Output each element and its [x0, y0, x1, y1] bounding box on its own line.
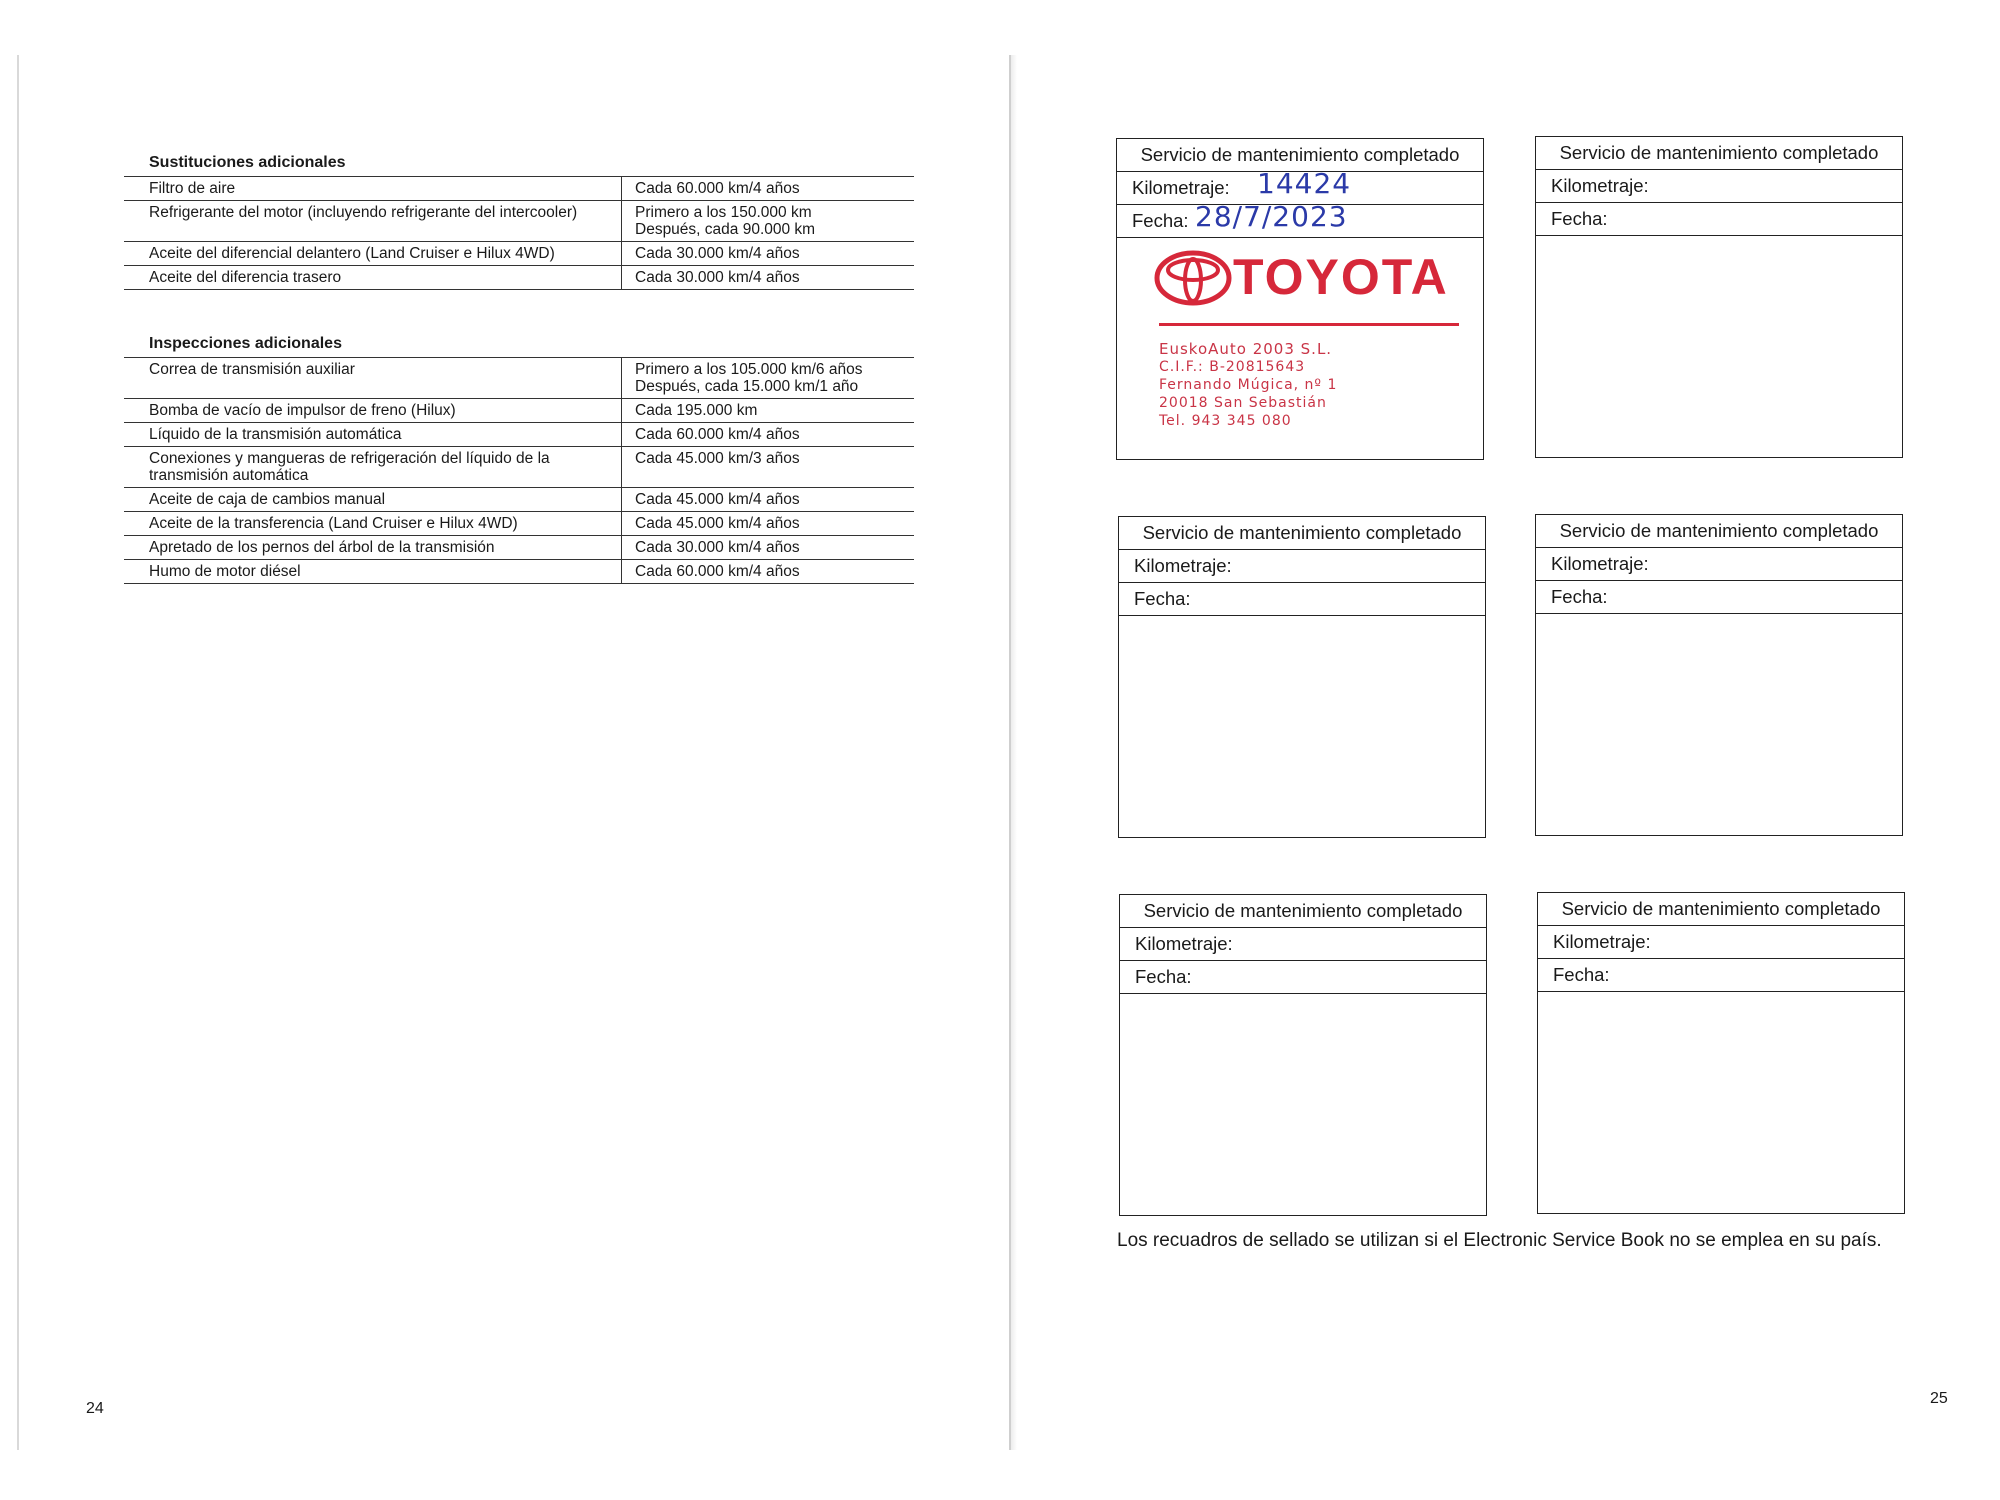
service-box-header: Servicio de mantenimiento completado [1536, 515, 1902, 548]
service-box-1 [1116, 138, 1484, 460]
stamp-line-cif: C.I.F.: B-20815643 [1159, 359, 1306, 375]
sustituciones-table [124, 176, 914, 290]
km-label: Kilometraje: [1134, 555, 1232, 576]
item-cell: Humo de motor diésel [124, 560, 622, 584]
table-row [124, 488, 914, 512]
spine-shadow [1011, 55, 1017, 1450]
page-number-left: 24 [86, 1400, 104, 1417]
item-cell: Apretado de los pernos del árbol de la transmisión [124, 536, 622, 560]
stamp-line-phone: Tel. 943 345 080 [1159, 413, 1292, 429]
page-number-right: 25 [1930, 1390, 1948, 1407]
table-row [124, 177, 914, 201]
interval-cell: Cada 60.000 km/4 años [622, 560, 915, 584]
stamp-usage-note: Los recuadros de sellado se utilizan si el Electronic Service Book no se emplea en su país. [1117, 1230, 1882, 1251]
service-box-3 [1118, 516, 1486, 838]
service-box-6 [1537, 892, 1905, 1214]
left-page-edge [17, 55, 19, 1450]
table-row [124, 560, 914, 584]
service-box-header: Servicio de mantenimiento completado [1120, 895, 1486, 928]
item-cell: Aceite del diferencial delantero (Land Cruiser e Hilux 4WD) [124, 242, 622, 266]
item-cell: Conexiones y mangueras de refrigeración del líquido de la transmisión automática [124, 447, 622, 488]
interval-cell: Primero a los 105.000 km/6 años Después, cada 15.000 km/1 año [622, 358, 915, 399]
item-cell: Refrigerante del motor (incluyendo refrigerante del intercooler) [124, 201, 622, 242]
km-label: Kilometraje: [1132, 177, 1230, 198]
table-row [124, 266, 914, 290]
service-box-2 [1535, 136, 1903, 458]
date-handwritten-value: 28/7/2023 [1195, 200, 1348, 233]
date-label: Fecha: [1551, 208, 1608, 229]
section-title-inspecciones: Inspecciones adicionales [149, 335, 342, 352]
interval-cell: Cada 195.000 km [622, 399, 915, 423]
date-label: Fecha: [1132, 210, 1189, 231]
km-label: Kilometraje: [1551, 553, 1649, 574]
item-cell: Aceite del diferencia trasero [124, 266, 622, 290]
date-row [1119, 583, 1485, 616]
date-label: Fecha: [1551, 586, 1608, 607]
stamp-brand: TOYOTA [1233, 249, 1449, 305]
date-row [1536, 581, 1902, 614]
section-title-sustituciones: Sustituciones adicionales [149, 154, 346, 171]
stamp-line-city: 20018 San Sebastián [1159, 395, 1327, 411]
inspecciones-table [124, 357, 914, 584]
date-label: Fecha: [1553, 964, 1610, 985]
interval-cell: Cada 60.000 km/4 años [622, 177, 915, 201]
service-box-header: Servicio de mantenimiento completado [1538, 893, 1904, 926]
km-row [1536, 548, 1902, 581]
service-box-header: Servicio de mantenimiento completado [1536, 137, 1902, 170]
table-row [124, 447, 914, 488]
date-row [1536, 203, 1902, 236]
table-row [124, 399, 914, 423]
table-row [124, 512, 914, 536]
item-cell: Bomba de vacío de impulsor de freno (Hilux) [124, 399, 622, 423]
item-cell: Filtro de aire [124, 177, 622, 201]
stamp-divider [1159, 323, 1459, 326]
interval-cell: Cada 60.000 km/4 años [622, 423, 915, 447]
item-cell: Líquido de la transmisión automática [124, 423, 622, 447]
table-row [124, 201, 914, 242]
km-label: Kilometraje: [1551, 175, 1649, 196]
item-cell: Aceite de la transferencia (Land Cruiser e Hilux 4WD) [124, 512, 622, 536]
service-box-header: Servicio de mantenimiento completado [1119, 517, 1485, 550]
item-cell: Correa de transmisión auxiliar [124, 358, 622, 399]
interval-cell: Cada 45.000 km/4 años [622, 512, 915, 536]
km-row [1119, 550, 1485, 583]
km-row [1120, 928, 1486, 961]
table-row [124, 242, 914, 266]
km-row [1536, 170, 1902, 203]
dealer-stamp [1153, 248, 1463, 448]
stamp-line-street: Fernando Múgica, nº 1 [1159, 377, 1338, 393]
table-row [124, 536, 914, 560]
km-row [1538, 926, 1904, 959]
table-row [124, 358, 914, 399]
interval-cell: Cada 45.000 km/3 años [622, 447, 915, 488]
interval-cell: Cada 30.000 km/4 años [622, 536, 915, 560]
item-cell: Aceite de caja de cambios manual [124, 488, 622, 512]
interval-cell: Primero a los 150.000 km Después, cada 90.000 km [622, 201, 915, 242]
km-handwritten-value: 14424 [1257, 167, 1352, 200]
stamp-line-company: EuskoAuto 2003 S.L. [1159, 340, 1333, 358]
toyota-logo-icon [1153, 248, 1233, 308]
date-label: Fecha: [1135, 966, 1192, 987]
interval-cell: Cada 45.000 km/4 años [622, 488, 915, 512]
date-row [1117, 200, 1483, 238]
table-row [124, 423, 914, 447]
date-row [1120, 961, 1486, 994]
service-box-4 [1535, 514, 1903, 836]
service-box-header: Servicio de mantenimiento completado [1117, 139, 1483, 172]
date-row [1538, 959, 1904, 992]
service-box-5 [1119, 894, 1487, 1216]
interval-cell: Cada 30.000 km/4 años [622, 266, 915, 290]
interval-cell: Cada 30.000 km/4 años [622, 242, 915, 266]
date-label: Fecha: [1134, 588, 1191, 609]
km-label: Kilometraje: [1553, 931, 1651, 952]
km-label: Kilometraje: [1135, 933, 1233, 954]
